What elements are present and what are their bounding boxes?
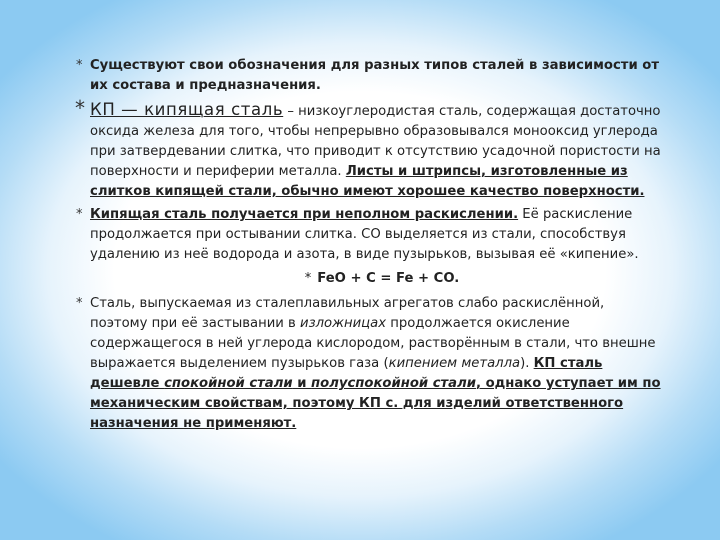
bullet-marker: * <box>76 58 83 73</box>
bullet-item-kp-definition <box>62 96 662 202</box>
bullet-text-emphasis-italic: полуспокойной стали <box>311 376 476 391</box>
bullet-text-emphasis-italic: спокойной стали <box>164 376 293 391</box>
bullet-text: продолжается окисление содержащегося в ней углерода кислородом, растворённым в стали, что внешне выражается выделением пузырьков газа ( <box>90 316 656 371</box>
bullet-text-emphasis: и <box>292 376 312 391</box>
bullet-text: Сталь, выпускаемая из сталеплавильных агрегатов слабо раскислённой, поэтому при её застывании в <box>90 296 605 331</box>
kp-title: КП — кипящая сталь <box>90 100 284 119</box>
bullet-item-deoxidation <box>62 205 662 265</box>
bullet-text-emphasis: Листы и штрипсы, изготовленные из слитков кипящей стали, обычно имеют хорошее качество поверхности. <box>90 164 645 199</box>
bullet-text-emphasis: , однако уступает им по механическим свойствам, поэтому КП с. для изделий ответственного назначения не применяют. <box>90 376 661 431</box>
equation-text: FeO + C = Fe + CO. <box>317 271 460 286</box>
bullet-marker: * <box>304 271 312 286</box>
bullet-text: Существуют свои обозначения для разных типов сталей в зависимости от их состава и предназначения. <box>90 58 659 93</box>
bullet-text: – низкоуглеродистая сталь, содержащая достаточно оксида железа для того, чтобы непрерывно образовывался монооксид углерода при затвердевании слитка, что приводит к отсутствию усадочной пористости на поверхности и периферии металла. <box>90 104 661 179</box>
reaction-equation <box>102 268 662 290</box>
bullet-item-designations <box>62 56 662 96</box>
bullet-marker: * <box>75 96 85 120</box>
bullet-text-italic: изложницах <box>300 316 387 331</box>
bullet-marker: * <box>76 207 83 222</box>
bullet-text-italic: кипением металла <box>388 356 521 371</box>
slide-content <box>62 56 662 437</box>
bullet-text: ). <box>520 356 534 371</box>
bullet-marker: * <box>76 296 83 311</box>
bullet-text: Её раскисление продолжается при остывании слитка. СО выделяется из стали, способствуя удалению из неё водорода и азота, в виде пузырьков, вызывая её «кипение». <box>90 207 639 262</box>
bullet-item-production <box>62 294 662 434</box>
bullet-text-emphasis: КП сталь дешевле <box>90 356 603 391</box>
bullet-text-emphasis: Кипящая сталь получается при неполном раскислении. <box>90 207 519 222</box>
